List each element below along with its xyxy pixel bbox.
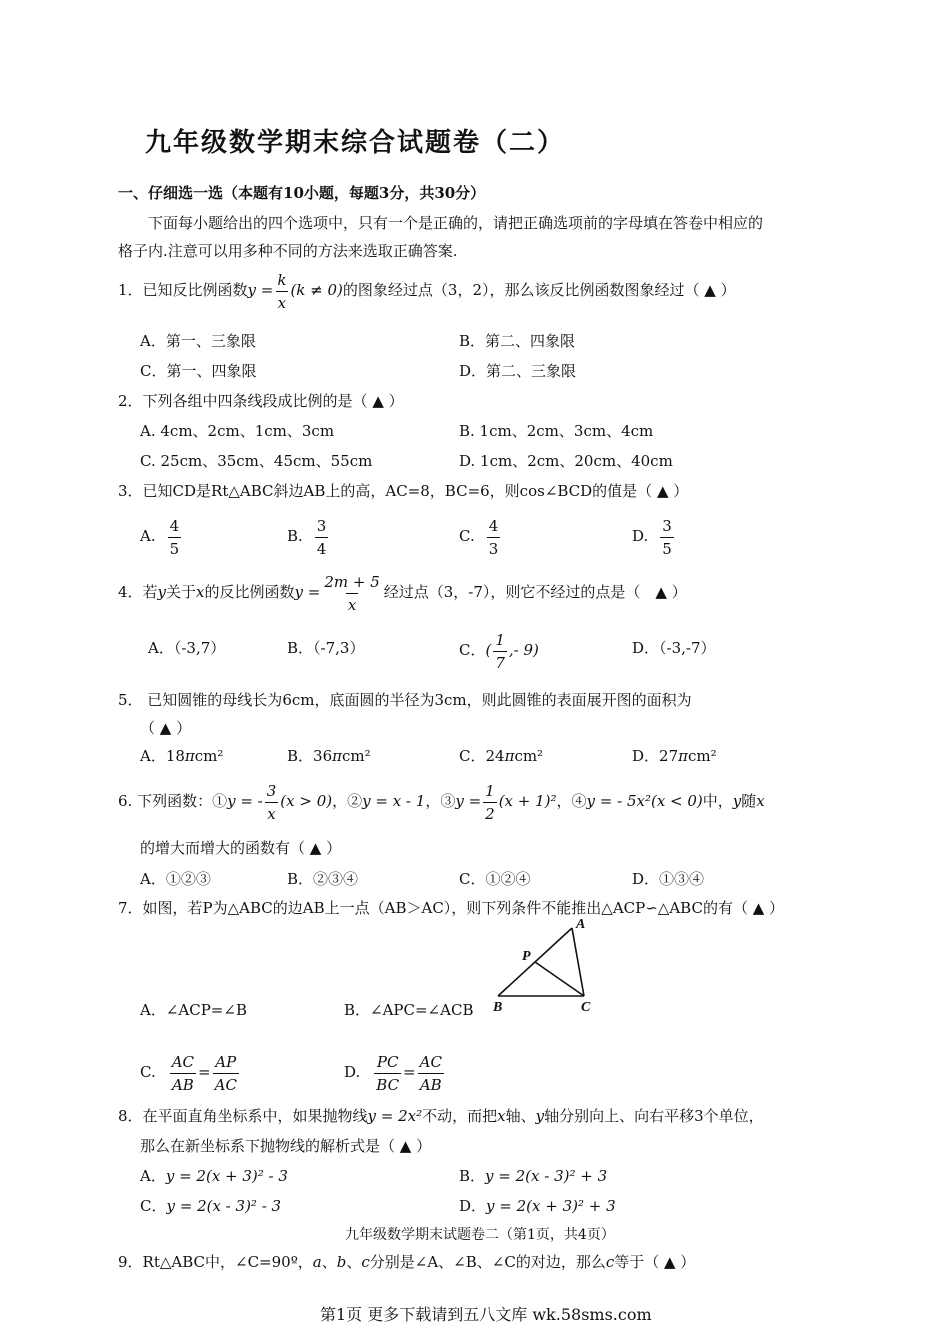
q5-c-unit: cm² [514, 747, 544, 765]
q4-option-c [459, 628, 539, 674]
q8-option-b [459, 1166, 607, 1186]
q7-option-a: A．∠ACP=∠B [140, 1001, 247, 1019]
q3-a-frac [168, 515, 182, 560]
q8-option-c [140, 1196, 281, 1216]
q4-post: 经过点（3，-7），则它不经过的点是（ ▲ ） [383, 583, 687, 601]
question-7-stem: 7．如图，若P为△ABC的边AB上一点（AB＞AC），则下列条件不能推出△ACP∽△ABC的有（ ▲ ） [118, 899, 785, 917]
q3-c-label: C. [459, 527, 475, 545]
q1-option-c: C．第一、四象限 [140, 362, 257, 380]
q7-c-d1: AB [170, 1073, 196, 1096]
q4-mid2: 的反比例函数 [204, 583, 295, 601]
q8-d-formula: y = 2(x + 3)² + 3 [486, 1197, 616, 1215]
q4-c-den: 7 [493, 651, 507, 674]
q6-f3-den: 2 [483, 802, 497, 825]
q8-a-formula: y = 2(x + 3)² - 3 [165, 1167, 288, 1185]
q6-f1-cond: (x > 0) [280, 792, 333, 810]
q5-option-d [632, 746, 717, 766]
q1-option-d: D．第二、三象限 [459, 362, 577, 380]
q1-post: 的图象经过点（3，2），那么该反比例函数图象经过（ ▲ ） [342, 281, 736, 299]
q5-option-b [287, 746, 371, 766]
fig-segment-pc [535, 962, 584, 996]
question-5-line1: 5． 已知圆锥的母线长为6cm，底面圆的半径为3cm，则此圆锥的表面展开图的面积为 [118, 691, 692, 709]
fig-label-c: C [581, 1000, 591, 1015]
q3-b-num: 3 [316, 516, 327, 535]
q5-a-label: A．18 [140, 747, 185, 765]
q6-f1-frac [265, 780, 279, 825]
q4-mid1: 关于 [166, 583, 197, 601]
q4-c-num: 1 [495, 630, 505, 649]
q3-a-den: 5 [168, 537, 182, 560]
q3-a-num: 4 [169, 516, 180, 535]
q3-d-num: 3 [662, 516, 672, 535]
section-intro-line1: 下面每小题给出的四个选项中，只有一个是正确的，请把正确选项前的字母填在答卷中相应的 [148, 214, 764, 232]
q2-option-d: D. 1cm、2cm、20cm、40cm [459, 452, 673, 470]
q3-d-frac [660, 515, 674, 560]
q7-c-frac2 [213, 1051, 239, 1096]
q9-c: c [361, 1253, 370, 1271]
question-1-stem [118, 268, 736, 314]
q1-pre: 1．已知反比例函数 [118, 281, 248, 299]
q6-option-d: D．①③④ [632, 870, 705, 888]
page-footer: 九年级数学期末试题卷二（第1页，共4页） [345, 1227, 615, 1243]
q8-b-label: B． [459, 1167, 486, 1185]
q7-c-n2: AP [215, 1052, 237, 1071]
q8-pre: 8．在平面直角坐标系中，如果抛物线 [118, 1107, 368, 1125]
q1-frac-den: x [276, 291, 288, 314]
q7-c-eq: = [198, 1063, 211, 1081]
q6-f3-rest: (x + 1)² [498, 792, 557, 810]
q6-f1-y: y = - [227, 792, 263, 810]
q8-y: y [535, 1107, 545, 1125]
q6-option-a: A．①②③ [140, 870, 211, 888]
q5-a-pi: π [184, 747, 195, 765]
section-heading: 一、仔细选一选（本题有10小题，每题3分，共30分） [118, 184, 486, 202]
q8-d-label: D． [459, 1197, 487, 1215]
q5-c-label: C．24 [459, 747, 505, 765]
q1-condition: (k ≠ 0) [290, 281, 343, 299]
fig-label-p: P [522, 949, 531, 964]
question-5-line2: （ ▲ ） [140, 719, 192, 737]
question-8-stem [118, 1106, 764, 1126]
q7-d-d2: AB [418, 1073, 444, 1096]
q2-option-a: A. 4cm、2cm、1cm、3cm [140, 422, 335, 440]
section-intro-line2: 格子内.注意可以用多种不同的方法来选取正确答案. [118, 242, 458, 260]
q7-d-frac1 [374, 1051, 401, 1096]
q5-d-unit: cm² [687, 747, 717, 765]
q5-b-label: B．36 [287, 747, 333, 765]
q7-option-b: B．∠APC=∠ACB [344, 1001, 474, 1019]
q6-f3-num: 1 [485, 781, 495, 800]
question-2-stem: 2．下列各组中四条线段成比例的是（ ▲ ） [118, 392, 404, 410]
q3-b-label: B. [287, 527, 303, 545]
q5-b-pi: π [332, 747, 342, 765]
question-8-line2: 那么在新坐标系下抛物线的解析式是（ ▲ ） [140, 1137, 432, 1155]
page-title: 九年级数学期末综合试题卷（二） [145, 128, 566, 158]
question-6-stem [118, 779, 765, 825]
q6-f3-y: y = [455, 792, 482, 810]
q5-a-unit: cm² [194, 747, 224, 765]
q3-d-label: D. [632, 527, 649, 545]
q7-d-frac2 [418, 1051, 444, 1096]
q5-d-label: D．27 [632, 747, 679, 765]
q6-s3: ，③ [425, 792, 456, 810]
q4-c-label: C． [459, 641, 486, 659]
q7-option-c [140, 1048, 241, 1096]
question-3-stem: 3．已知CD是Rt△ABC斜边AB上的高，AC=8，BC=6，则cos∠BCD的值是（ ▲ ） [118, 482, 689, 500]
q6-f1-den: x [265, 802, 277, 825]
q6-post-sui: 随 [741, 792, 757, 810]
q4-pre: 4．若 [118, 583, 158, 601]
q9-b: b [336, 1253, 347, 1271]
q5-b-unit: cm² [341, 747, 371, 765]
q7-d-n1: PC [376, 1052, 399, 1071]
q8-mid: 不动，而把 [422, 1107, 498, 1125]
fig-label-a: A [576, 917, 586, 932]
q6-post-mid: 中， [702, 792, 733, 810]
q6-f4: y = - 5x²(x < 0) [586, 792, 703, 810]
q3-b-den: 4 [315, 537, 329, 560]
q9-s2: 、 [346, 1253, 362, 1271]
q8-formula: y = 2x² [367, 1107, 423, 1125]
q5-option-a [140, 746, 223, 766]
q4-option-d: D．（-3,-7） [632, 639, 716, 657]
q1-frac-num: k [277, 270, 287, 289]
site-footer: 第1页 更多下载请到五八文库 wk.58sms.com [320, 1305, 652, 1324]
fig-label-b: B [493, 1000, 503, 1015]
q6-pre: 6. 下列函数：① [118, 792, 228, 810]
q3-option-d [632, 512, 676, 560]
q6-option-c: C．①②④ [459, 870, 531, 888]
q4-option-a: A．（-3,7） [148, 639, 226, 657]
q6-s2: ，② [332, 792, 363, 810]
fig-side-ac [572, 928, 584, 996]
q9-mid: 分别是∠A、∠B、∠C的对边，那么 [369, 1253, 606, 1271]
q9-pre: 9．Rt△ABC中，∠C=90º， [118, 1253, 313, 1271]
q7-d-eq: = [403, 1063, 416, 1081]
q2-option-c: C. 25cm、35cm、45cm、55cm [140, 452, 373, 470]
q5-c-pi: π [504, 747, 515, 765]
q2-option-b: B. 1cm、2cm、3cm、4cm [459, 422, 654, 440]
q7-d-d1: BC [374, 1073, 401, 1096]
q4-frac-den: x [346, 593, 358, 616]
q8-mid2: 轴、 [505, 1107, 536, 1125]
q7-d-label: D. [344, 1063, 361, 1081]
q3-b-frac [315, 515, 329, 560]
q3-c-frac [487, 515, 501, 560]
question-9-stem [118, 1252, 695, 1272]
q4-formula-y: y = [294, 583, 321, 601]
q1-fraction [275, 269, 288, 314]
q8-x: x [497, 1107, 506, 1125]
q1-option-a: A．第一、三象限 [140, 332, 256, 350]
q8-b-formula: y = 2(x - 3)² + 3 [485, 1167, 608, 1185]
question-4-stem [118, 570, 687, 616]
q4-c-frac [493, 629, 507, 674]
q3-c-den: 3 [487, 537, 501, 560]
q9-s1: 、 [321, 1253, 337, 1271]
q4-fraction [322, 571, 381, 616]
q7-c-label: C. [140, 1063, 156, 1081]
q4-c-open: ( [485, 641, 492, 659]
q8-c-label: C． [140, 1197, 167, 1215]
q6-f1-num: 3 [266, 781, 277, 800]
q6-post-x: x [756, 792, 765, 810]
q9-a: a [312, 1253, 322, 1271]
q8-option-a [140, 1166, 288, 1186]
q8-option-d [459, 1196, 616, 1216]
q4-y: y [157, 583, 167, 601]
q8-a-label: A． [140, 1167, 166, 1185]
q4-option-b: B．（-7,3） [287, 639, 365, 657]
q3-a-label: A. [140, 527, 156, 545]
q3-option-c [459, 512, 502, 560]
q7-c-n1: AC [171, 1052, 195, 1071]
question-6-line2: 的增大而增大的函数有（ ▲ ） [140, 839, 342, 857]
q4-c-close: ,- 9) [508, 641, 539, 659]
q4-x: x [196, 583, 205, 601]
q5-d-pi: π [678, 747, 688, 765]
q6-option-b: B．②③④ [287, 870, 359, 888]
q4-frac-num: 2m + 5 [324, 572, 380, 591]
q8-c-formula: y = 2(x - 3)² - 3 [166, 1197, 282, 1215]
q6-s4: ，④ [556, 792, 587, 810]
q5-option-c [459, 746, 543, 766]
q6-f2: y = x - 1 [362, 792, 426, 810]
q3-d-den: 5 [660, 537, 674, 560]
q1-formula-y: y = [247, 281, 274, 299]
q7-d-n2: AC [419, 1052, 442, 1071]
q8-post: 轴分别向上、向右平移3个单位， [544, 1107, 764, 1125]
q9-post: 等于（ ▲ ） [614, 1253, 696, 1271]
q6-f3-frac [483, 780, 497, 825]
q3-option-a [140, 512, 183, 560]
q3-option-b [287, 512, 330, 560]
q7-c-frac1 [170, 1051, 196, 1096]
q9-c2: c [605, 1253, 615, 1271]
q1-option-b: B．第二、四象限 [459, 332, 576, 350]
q6-post-y: y [732, 792, 742, 810]
q3-c-num: 4 [488, 516, 499, 535]
q7-option-d [344, 1048, 446, 1096]
q7-c-d2: AC [213, 1073, 239, 1096]
